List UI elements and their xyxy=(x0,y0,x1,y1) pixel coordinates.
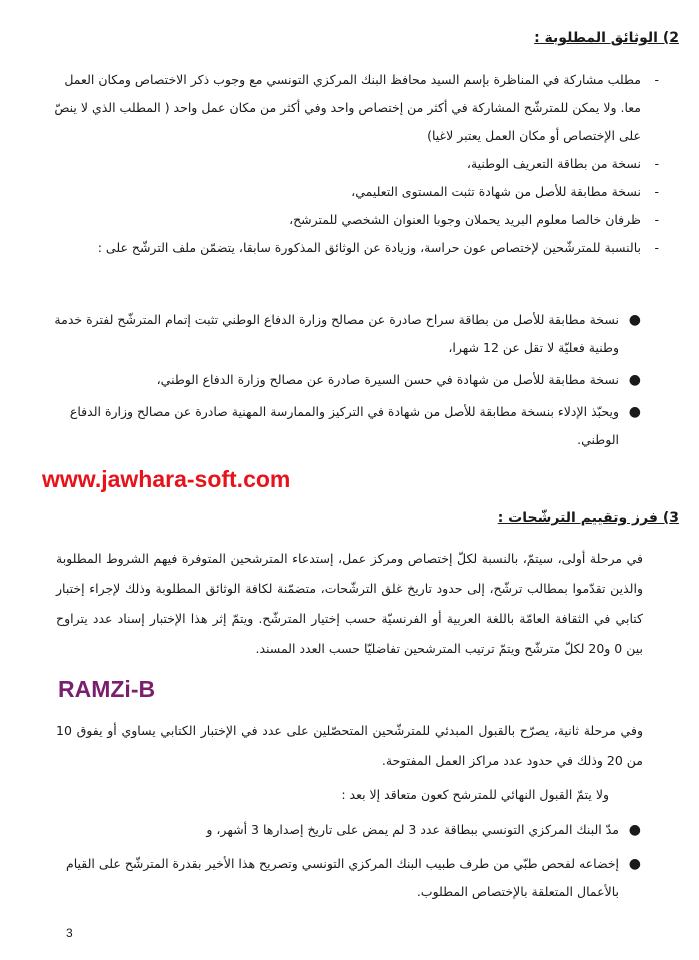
list-item xyxy=(48,850,641,906)
list-item-text: مطلب مشاركة في المناظرة بإسم السيد محافظ البنك المركزي التونسي مع وجوب ذكر الاختصاص ومكان العمل معا. ولا يمكن للمترشّح المشاركة في أكثر من إختصاص واحد وفي أكثر من مكان عمل واحد ( المطلب الذي لا ينصّ على الإختصاص أو مكان العمل يعتبر لاغيا) xyxy=(54,72,641,143)
list-item-text: إخضاعه لفحص طبّي من طرف طبيب البنك المركزي التونسي وتصريح هذا الأخير بقدرة المترشّح على القيام بالأعمال المتعلقة بالإختصاص المطلوب. xyxy=(65,856,619,899)
list-item xyxy=(48,66,659,150)
list-item xyxy=(48,178,659,206)
list-item-text: نسخة مطابقة للأصل من شهادة تثبت المستوى التعليمي، xyxy=(351,184,641,199)
bullet-marker: ● xyxy=(628,822,641,838)
section-3-paragraph-3: ولا يتمّ القبول النهائي للمترشح كعون متعاقد إلا بعد : xyxy=(341,787,609,802)
list-item xyxy=(48,234,659,262)
section-3-paragraph-1: في مرحلة أولى، سيتمّ، بالنسبة لكلّ إختصاص ومركز عمل، إستدعاء المترشحين المتوفرة فيهم الشروط المطلوبة والذين تقدّموا بمطالب ترشّح، إلى حدود تاريخ غلق الترشّحات، متضمّنة لكافة الوثائق المطلوبة وذلك لإجراء إختبار كتابي في الثقافة العامّة باللغة العربية أو الفرنسيّة حسب إختيار المترشّح. ويتمّ إثر هذا الإختبار إسناد عدد يتراوح بين 0 و20 لكلّ مترشّح ويتمّ ترتيب المترشحين تفاضليّا حسب العدد المسند. xyxy=(56,551,643,656)
list-item xyxy=(48,816,641,844)
list-item xyxy=(48,206,659,234)
list-item-text: نسخة مطابقة للأصل من شهادة في حسن السيرة صادرة عن مصالح وزارة الدفاع الوطني، xyxy=(156,372,619,387)
website-watermark: www.jawhara-soft.com xyxy=(42,466,291,492)
section-3-paragraph-2: وفي مرحلة ثانية، يصرّح بالقبول المبدئي للمترشّحين المتحصّلين على عدد في الإختبار الكتابي يساوي أو يفوق 10 من 20 وذلك في حدود عدد مراكز العمل المفتوحة. xyxy=(56,723,643,768)
dash-marker: - xyxy=(654,72,659,87)
guard-documents-list xyxy=(48,306,641,454)
dash-marker: - xyxy=(654,212,659,227)
author-watermark: RAMZi-B xyxy=(58,676,156,702)
dash-marker: - xyxy=(654,156,659,171)
dash-marker: - xyxy=(654,240,659,255)
bullet-marker: ● xyxy=(628,312,641,328)
bullet-marker: ● xyxy=(628,372,641,388)
required-documents-list xyxy=(48,66,659,262)
bullet-marker: ● xyxy=(628,856,641,872)
list-item xyxy=(48,398,641,454)
list-item-text: بالنسبة للمترشّحين لإختصاص عون حراسة، وزيادة عن الوثائق المذكورة سابقا، يتضمّن ملف الترشّح على : xyxy=(97,240,641,255)
section-3-heading: 3) فرز وتقييم الترشّحات : xyxy=(497,510,679,526)
list-item-text: نسخة من بطاقة التعريف الوطنية، xyxy=(466,156,641,171)
list-item-text: ظرفان خالصا معلوم البريد يحملان وجوبا العنوان الشخصي للمترشح، xyxy=(289,212,641,227)
bullet-marker: ● xyxy=(628,404,641,420)
list-item-text: ويحبّذ الإدلاء بنسخة مطابقة للأصل من شهادة في التركيز والممارسة المهنية صادرة عن مصالح وزارة الدفاع الوطني. xyxy=(69,404,619,447)
list-item-text: مدّ البنك المركزي التونسي ببطاقة عدد 3 لم يمض على تاريخ إصدارها 3 أشهر، و xyxy=(206,822,619,837)
list-item xyxy=(48,366,641,394)
list-item xyxy=(48,150,659,178)
list-item xyxy=(48,306,641,362)
page-number: 3 xyxy=(66,926,73,940)
section-2-heading: 2) الوثائق المطلوبة : xyxy=(534,30,679,46)
dash-marker: - xyxy=(654,184,659,199)
final-acceptance-list xyxy=(48,816,641,906)
list-item-text: نسخة مطابقة للأصل من بطاقة سراح صادرة عن مصالح وزارة الدفاع الوطني تثبت إتمام المترشّح لفترة خدمة وطنية فعليّة لا تقل عن 12 شهرا، xyxy=(54,312,619,355)
